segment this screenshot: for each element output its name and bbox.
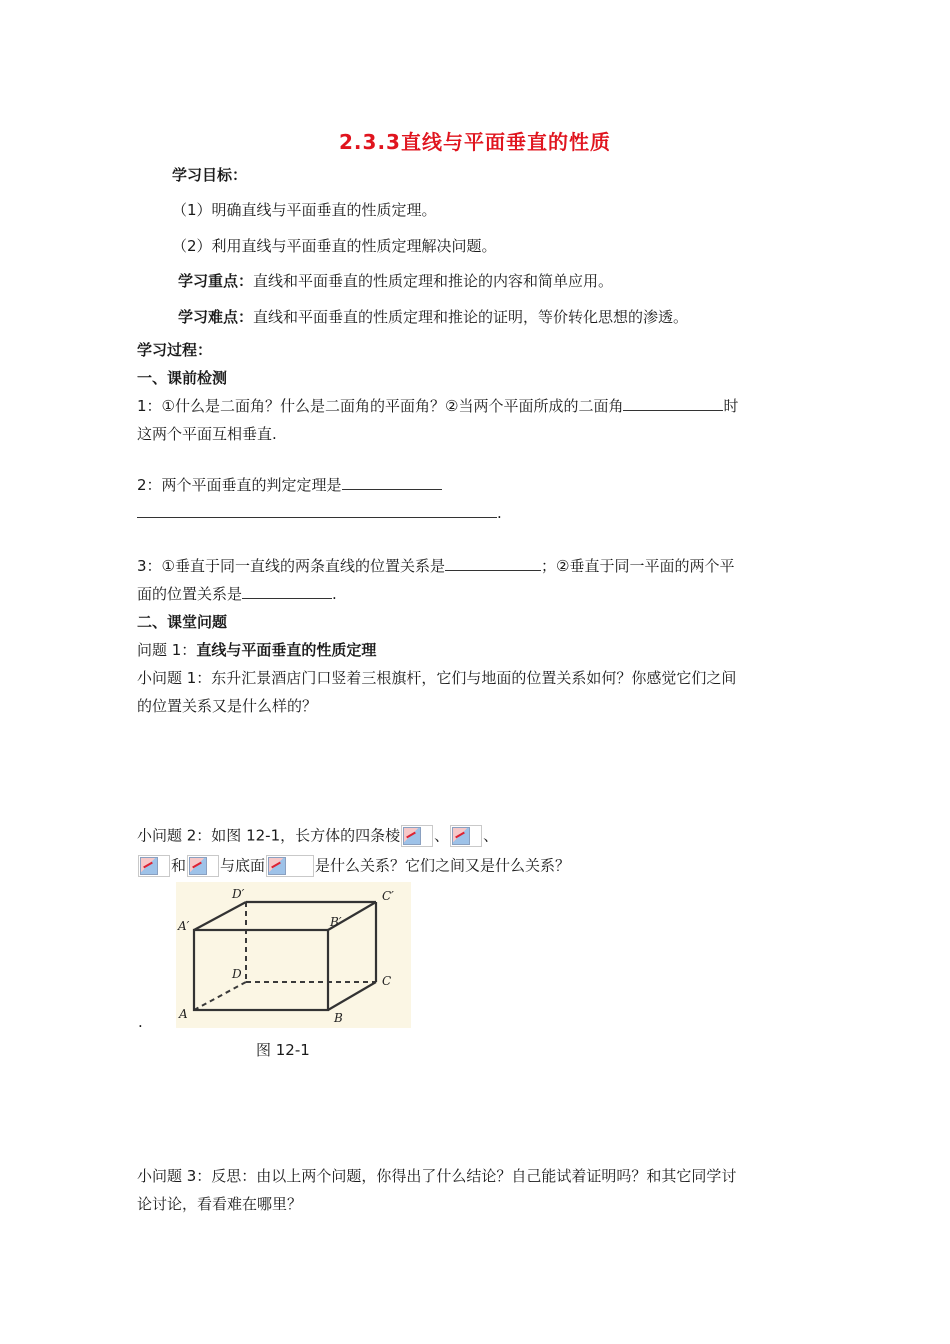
figure-dot: .: [138, 1013, 143, 1031]
question-2-line1: [137, 475, 442, 495]
question-2-line2: [137, 503, 502, 523]
difficulty-label: 学习难点：: [178, 308, 254, 326]
sub-question-3-line2: 论讨论，看看难在哪里？: [137, 1195, 303, 1213]
objective-1: （1）明确直线与平面垂直的性质定理。: [172, 201, 437, 219]
cuboid-figure: [176, 882, 411, 1028]
problem-1-prefix: 问题 1：: [137, 641, 197, 659]
label-A: A: [179, 1007, 188, 1021]
section2-heading: 二、课堂问题: [137, 613, 228, 631]
focus-line: [178, 271, 613, 291]
broken-image-icon: [187, 855, 219, 877]
focus-text: 直线和平面垂直的性质定理和推论的内容和简单应用。: [253, 272, 614, 290]
figure-caption: 图 12-1: [256, 1041, 310, 1059]
question-2-text: 2：两个平面垂直的判定定理是: [137, 476, 342, 494]
sub-question-1-line2: 的位置关系又是什么样的？: [137, 697, 318, 715]
difficulty-line: [178, 307, 688, 327]
sub-question-2-and: 和: [171, 856, 187, 875]
question-3-line2: [137, 584, 337, 604]
label-D: D: [232, 967, 242, 981]
page-title: 2.3.3直线与平面垂直的性质: [339, 130, 611, 154]
sub-question-2-text: 小问题 2：如图 12-1，长方体的四条棱: [137, 826, 401, 845]
question-1-text: 1：①什么是二面角？什么是二面角的平面角？②当两个平面所成的二面角: [137, 397, 624, 415]
focus-label: 学习重点：: [178, 272, 254, 290]
problem-1-line: [137, 640, 376, 660]
sub-question-2-with: 与底面: [220, 856, 266, 875]
sub-question-3-line1: 小问题 3：反思：由以上两个问题，你得出了什么结论？自己能试着证明吗？和其它同学讨: [137, 1167, 737, 1185]
label-A-prime: A′: [178, 919, 190, 933]
problem-1-title: 直线与平面垂直的性质定理: [196, 641, 377, 659]
sub-question-2-end: 是什么关系？它们之间又是什么关系？: [315, 856, 571, 875]
sub-question-2-line2: [137, 855, 570, 877]
objectives-heading: 学习目标：: [172, 166, 248, 184]
answer-blank-3b[interactable]: [242, 584, 332, 599]
question-1-line2: 这两个平面互相垂直.: [137, 425, 277, 443]
question-3-text2: 面的位置关系是: [137, 585, 243, 603]
question-3-line1: [137, 556, 734, 576]
answer-blank-2a[interactable]: [342, 475, 442, 490]
label-D-prime: D′: [232, 887, 245, 901]
difficulty-text: 直线和平面垂直的性质定理和推论的证明，等价转化思想的渗透。: [253, 308, 689, 326]
question-3-part2: ；②垂直于同一平面的两个平: [541, 557, 735, 575]
sub-question-1-line1: 小问题 1：东升汇景酒店门口竖着三根旗杆，它们与地面的位置关系如何？你感觉它们之间: [137, 669, 737, 687]
answer-blank-2b[interactable]: [137, 503, 497, 518]
answer-blank-1[interactable]: [623, 396, 723, 411]
separator-1: 、: [434, 826, 450, 845]
broken-image-icon: [401, 825, 433, 847]
broken-image-icon: [138, 855, 170, 877]
question-1-line1: [137, 396, 738, 416]
question-3-part1: 3：①垂直于同一直线的两条直线的位置关系是: [137, 557, 445, 575]
label-C: C: [382, 974, 392, 988]
label-C-prime: C′: [382, 889, 394, 903]
separator-2: 、: [483, 826, 499, 845]
section1-heading: 一、课前检测: [137, 369, 228, 387]
broken-image-icon: [450, 825, 482, 847]
sub-question-2-line1: [137, 825, 498, 847]
label-B: B: [334, 1011, 343, 1025]
question-1-suffix: 时: [723, 397, 739, 415]
broken-image-icon: [266, 855, 314, 877]
objective-2: （2）利用直线与平面垂直的性质定理解决问题。: [172, 237, 497, 255]
label-B-prime: B′: [330, 915, 342, 929]
answer-blank-3a[interactable]: [445, 556, 541, 571]
question-3-end: .: [332, 585, 337, 603]
process-heading: 学习过程：: [137, 341, 213, 359]
question-2-end: .: [497, 504, 502, 522]
